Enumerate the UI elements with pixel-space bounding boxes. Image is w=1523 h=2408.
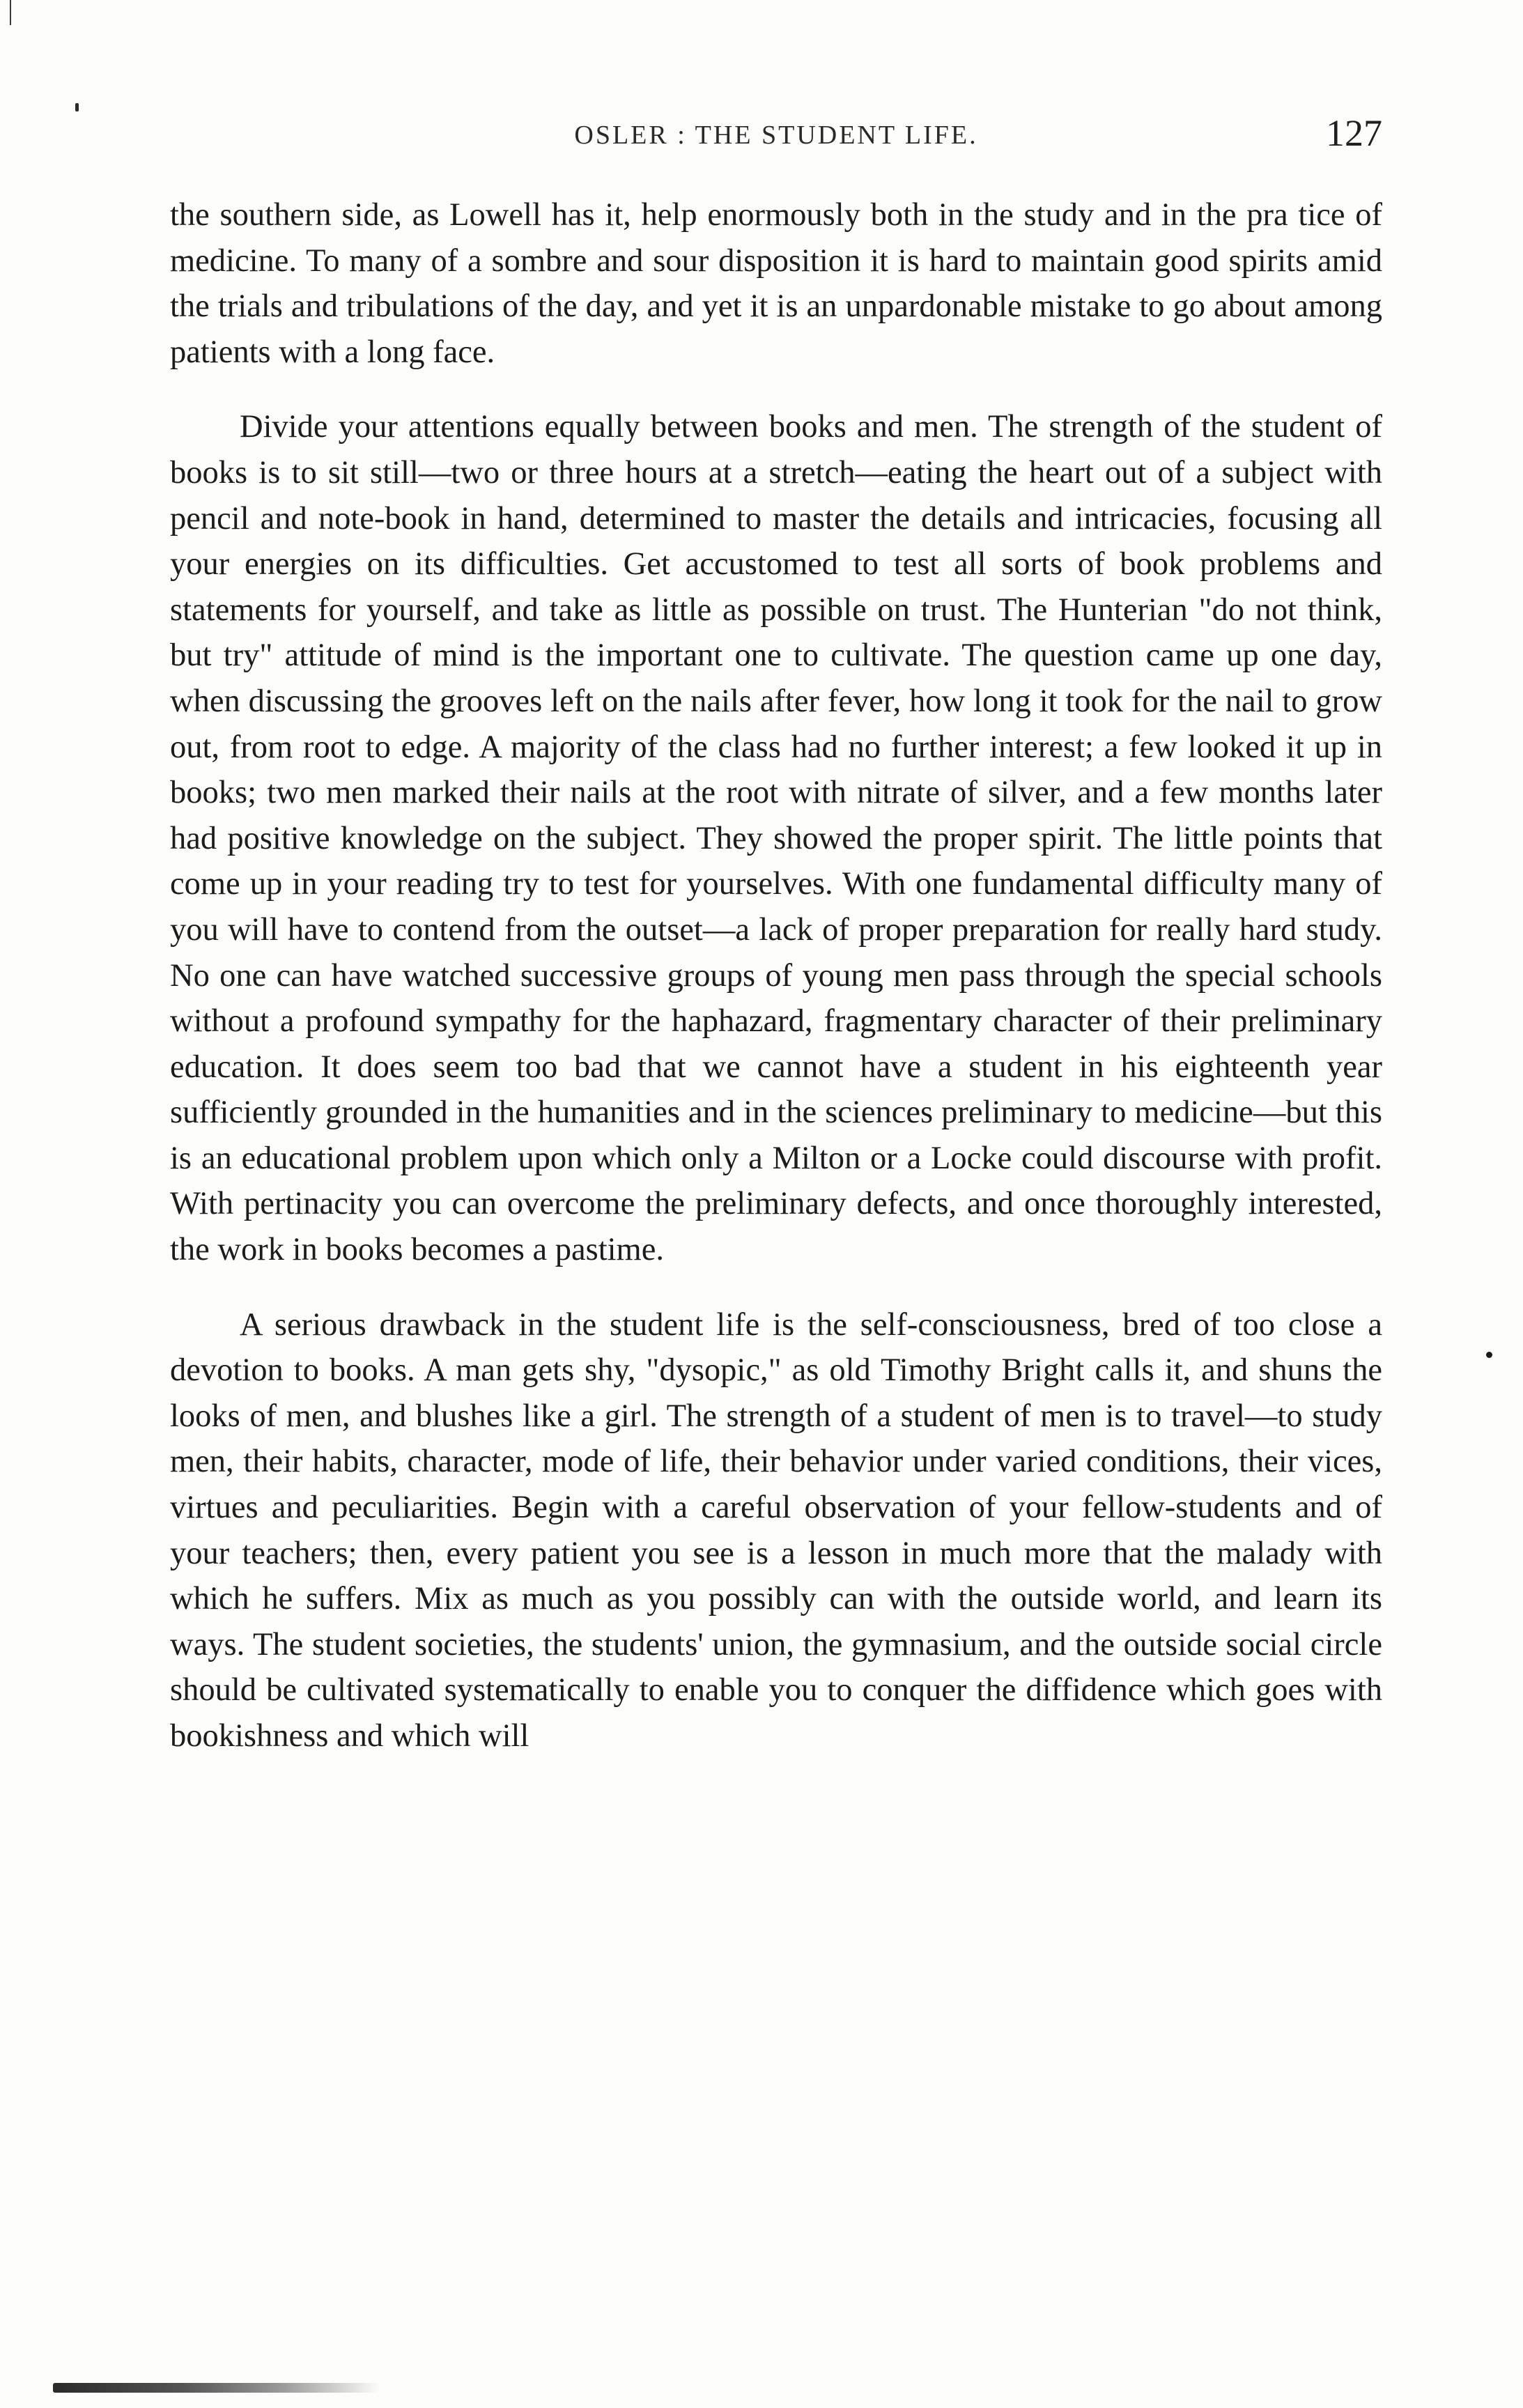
paragraph-1: the southern side, as Lowell has it, help enormously both in the study and in the pra tice of medicine. To many of a sombre and sour disposition it is hard to maintain good spirits amid the trials and tribulations of the day, and yet it is an unpardonable mistake to go about among patients with a long face. — [170, 197, 1382, 370]
paragraph-3: A serious drawback in the student life is the self-consciousness, bred of too close a devotion to books. A man gets shy, "dysopic," as old Timothy Bright calls it, and shuns the looks of men, and blushes like a girl. The strength of a student of men is to travel—to study men, their habits, character, mode of life, their behavior under varied conditions, their vices, virtues and peculiarities. Begin with a careful observation of your fellow-students and of your teachers; then, every patient you see is a lesson in much more that the malady with which he suffers. Mix as much as you possibly can with the outside world, and learn its ways. The student societies, the students' union, the gymnasium, and the outside social circle should be cultivated systematically to enable you to conquer the diffidence which goes with bookishness and which will — [170, 1306, 1382, 1754]
running-head: OSLER : THE STUDENT LIFE. — [574, 121, 978, 150]
scan-speck-left — [75, 103, 79, 111]
page-number: 127 — [1326, 112, 1382, 154]
scan-edge-mark — [10, 0, 11, 25]
scan-speck-right — [1486, 1352, 1492, 1358]
body-text — [170, 192, 1382, 1759]
paragraph-2: Divide your attentions equally between books and men. The strength of the student of books is to sit still—two or three hours at a stretch—eating the heart out of a subject with pencil and note-book in hand, determined to master the details and intricacies, focusing all your energies on its difficulties. Get accustomed to test all sorts of book problems and statements for yourself, and take as little as possible on trust. The Hunterian "do not think, but try" attitude of mind is the important one to cultivate. The question came up one day, when discussing the grooves left on the nails after fever, how long it took for the nail to grow out, from root to edge. A majority of the class had no further interest; a few looked it up in books; two men marked their nails at the root with nitrate of silver, and a few months later had positive knowledge on the subject. They showed the proper spirit. The little points that come up in your reading try to test for yourselves. With one fundamental difficulty many of you will have to contend from the outset—a lack of proper preparation for really hard study. No one can have watched successive groups of young men pass through the special schools without a profound sympathy for the haphazard, fragmentary character of their preliminary education. It does seem too bad that we cannot have a student in his eighteenth year sufficiently grounded in the humanities and in the sciences preliminary to medicine—but this is an educational problem upon which only a Milton or a Locke could discourse with profit. With pertinacity you can overcome the preliminary defects, and once thoroughly interested, the work in books becomes a pastime. — [170, 409, 1382, 1268]
bottom-scan-smudge — [53, 2383, 380, 2393]
page-header — [170, 111, 1382, 167]
